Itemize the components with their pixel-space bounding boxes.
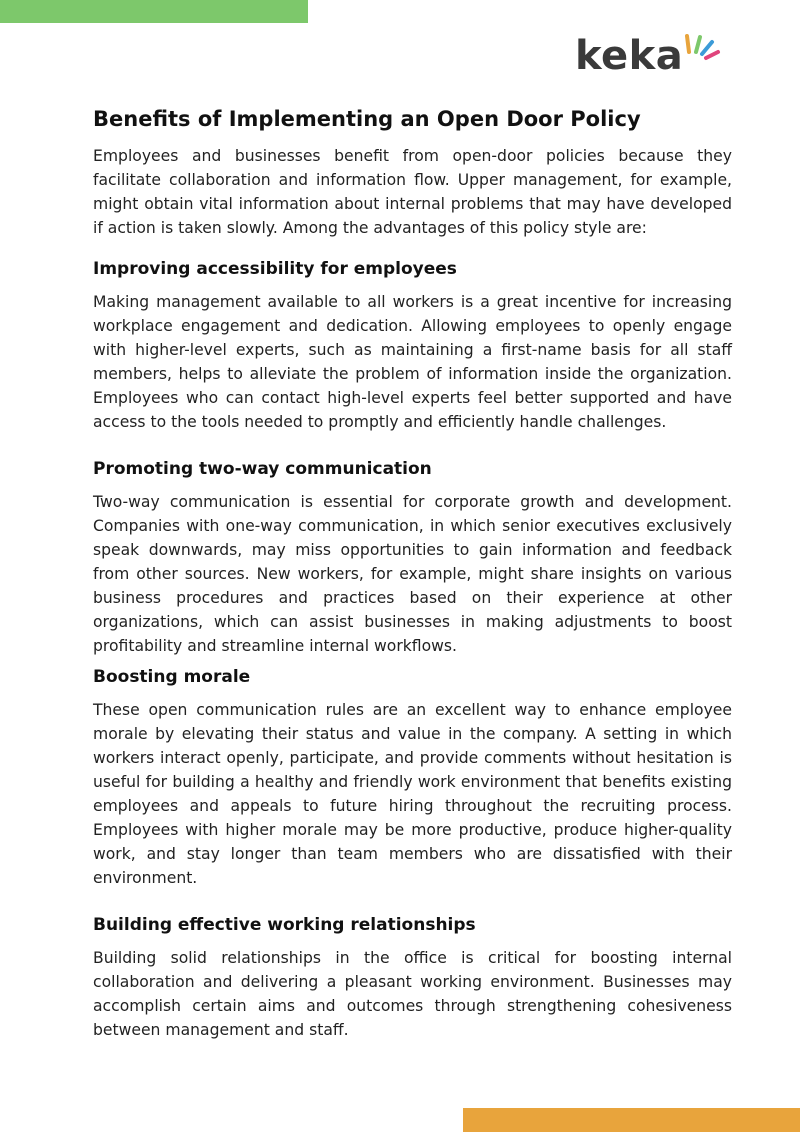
section-body-relationships: Building solid relationships in the office is critical for boosting internal collaboration and delivering a pleasant working environment. Businesses may accomplish certain aims and outcomes through strengthening cohesiveness between management and staff. (93, 949, 732, 1039)
top-accent-bar (0, 0, 308, 23)
document-title: Benefits of Implementing an Open Door Policy (93, 107, 641, 131)
section-body-communication: Two-way communication is essential for corporate growth and development. Companies with one-way communication, in which senior executives exclusively speak downwards, may miss opportunities to gain information and feedback from other sources. New workers, for example, might share insights on various business procedures and practices based on their experience at other organizations, which can assist businesses in making adjustments to boost profitability and streamline internal workflows. (93, 493, 732, 655)
logo-ray-2 (696, 37, 700, 52)
bottom-accent-bar (463, 1108, 800, 1132)
logo-wordmark: keka (575, 33, 684, 79)
section-body-morale: These open communication rules are an excellent way to enhance employee morale by elevating their status and value in the company. A setting in which workers interact openly, participate, and provide comments without hesitation is useful for building a healthy and friendly work environment that benefits existing employees and appeals to future hiring throughout the recruiting process. Employees with higher morale may be more productive, produce higher-quality work, and stay longer than team members who are dissatisfied with their environment. (93, 701, 732, 887)
section-body-accessibility: Making management available to all workers is a great incentive for increasing workplace engagement and dedication. Allowing employees to openly engage with higher-level experts, such as maintaining a first-name basis for all staff members, helps to alleviate the problem of information inside the organization. Employees who can contact high-level experts feel better supported and have access to the tools needed to promptly and efficiently handle challenges. (93, 293, 732, 431)
logo-rays-icon (685, 30, 725, 66)
section-heading-morale: Boosting morale (93, 667, 251, 687)
section-heading-accessibility: Improving accessibility for employees (93, 259, 457, 279)
logo-ray-3 (702, 42, 712, 54)
intro-paragraph: Employees and businesses benefit from open-door policies because they facilitate collaboration and information flow. Upper management, for example, might obtain vital information about internal problems that may have developed if action is taken slowly. Among the advantages of this policy style are: (93, 147, 732, 237)
document-content (93, 104, 732, 1058)
logo-ray-1 (687, 36, 689, 52)
section-heading-communication: Promoting two-way communication (93, 459, 432, 479)
logo-ray-4 (706, 52, 718, 58)
keka-logo (575, 30, 725, 82)
section-heading-relationships: Building effective working relationships (93, 915, 476, 935)
